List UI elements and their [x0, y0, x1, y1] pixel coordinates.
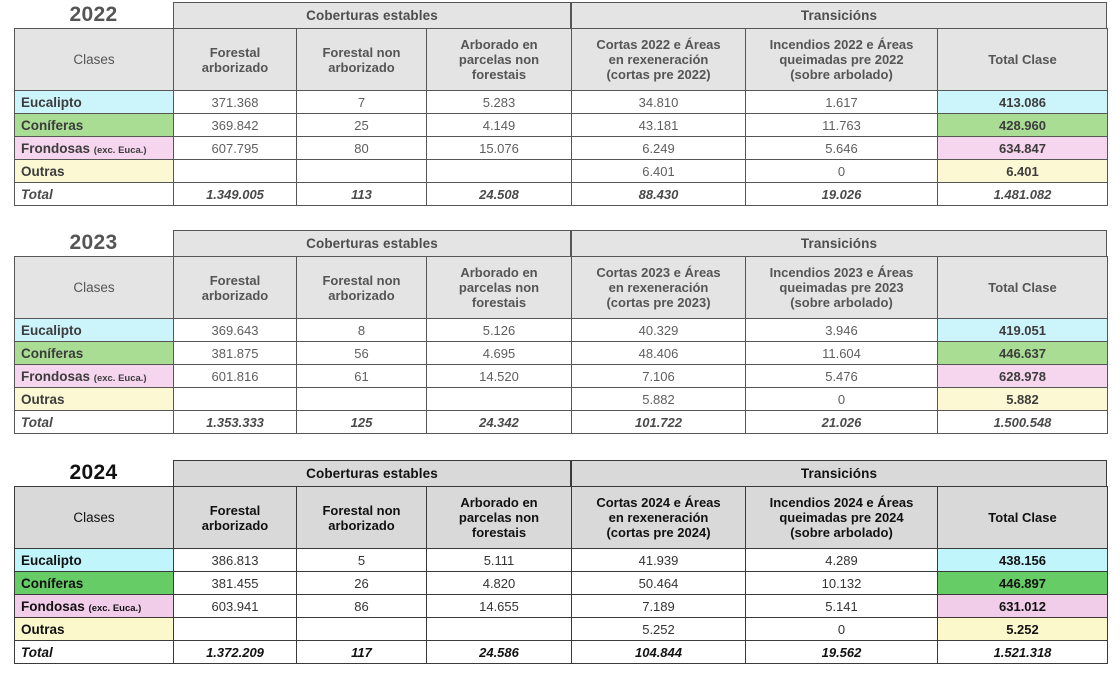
- column-header-0: [15, 29, 174, 91]
- cell-value: [297, 388, 427, 411]
- column-header-line: Forestal non: [322, 272, 401, 288]
- total-row-label: Total: [15, 411, 174, 434]
- column-header-line: Arborado en: [460, 37, 538, 52]
- cell-value: 86: [297, 595, 427, 618]
- table-head: [15, 29, 1108, 91]
- column-header-3: [427, 257, 572, 319]
- column-header-6: [938, 487, 1108, 549]
- row-label-coniferas: [15, 572, 174, 595]
- cell-value: 48.406: [572, 342, 746, 365]
- row-label-outras: [15, 618, 174, 641]
- cell-value: 26: [297, 572, 427, 595]
- column-header-3: [427, 29, 572, 91]
- cell-value: 4.149: [427, 114, 572, 137]
- cell-value: 56: [297, 342, 427, 365]
- row-label-text: Coníferas: [21, 575, 84, 591]
- column-header-line: Arborado en: [460, 495, 538, 510]
- table-row: [15, 137, 1108, 160]
- cell-value: 7.189: [572, 595, 746, 618]
- cell-value: 10.132: [746, 572, 938, 595]
- cell-value: [174, 388, 297, 411]
- total-cell-value: 24.586: [427, 641, 572, 664]
- cell-value: 3.946: [746, 319, 938, 342]
- row-label-frondosas: [15, 595, 174, 618]
- cell-value: 371.368: [174, 91, 297, 114]
- column-header-line: Forestal: [209, 502, 261, 518]
- cell-value: 381.875: [174, 342, 297, 365]
- cell-value: 5: [297, 549, 427, 572]
- total-cell-value: 1.481.082: [938, 183, 1108, 206]
- table-row: [15, 618, 1108, 641]
- cell-value: 607.795: [174, 137, 297, 160]
- column-header-line: forestais: [471, 67, 527, 82]
- total-cell-value: 1.372.209: [174, 641, 297, 664]
- cell-value: 11.763: [746, 114, 938, 137]
- column-header-line: queimadas pre 2024: [779, 510, 904, 525]
- total-row-label: Total: [15, 641, 174, 664]
- column-header-line: (cortas pre 2024): [606, 525, 711, 540]
- table-body: [15, 549, 1108, 664]
- row-label-outras: [15, 388, 174, 411]
- column-header-line: (cortas pre 2022): [606, 67, 711, 82]
- group-header-transicions: Transicións: [571, 2, 1107, 28]
- column-header-line: arborizado: [328, 59, 395, 75]
- column-header-line: queimadas pre 2023: [779, 280, 904, 295]
- header-row: [15, 29, 1108, 91]
- column-header-1: [174, 29, 297, 91]
- row-label-text: Eucalipto: [21, 322, 82, 338]
- column-header-line: Total Clase: [988, 52, 1057, 67]
- row-label-text: Outras: [21, 163, 65, 179]
- column-header-4: [572, 257, 746, 319]
- column-header-line: (sobre arbolado): [790, 525, 893, 540]
- total-cell-value: 88.430: [572, 183, 746, 206]
- table-row: [15, 114, 1108, 137]
- table-row: [15, 319, 1108, 342]
- total-cell-value: 19.026: [746, 183, 938, 206]
- total-cell-value: 113: [297, 183, 427, 206]
- column-header-line: Incendios 2023 e Áreas: [769, 265, 914, 280]
- row-label-coniferas: [15, 342, 174, 365]
- table-total-row: [15, 641, 1108, 664]
- data-table-2024: [14, 486, 1108, 664]
- cell-value: [427, 388, 572, 411]
- row-label-text: Outras: [21, 621, 65, 637]
- column-header-line: Forestal non: [322, 502, 401, 518]
- row-label-note: (exc. Euca.): [93, 372, 147, 384]
- column-header-5: [746, 257, 938, 319]
- table-body: [15, 319, 1108, 434]
- cell-value: 4.289: [746, 549, 938, 572]
- total-cell-value: 1.521.318: [938, 641, 1108, 664]
- column-header-line: Cortas 2023 e Áreas: [596, 265, 721, 280]
- column-header-line: queimadas pre 2022: [779, 52, 904, 67]
- cell-total-clase: 634.847: [938, 137, 1108, 160]
- column-header-line: Arborado en: [460, 265, 538, 280]
- cell-value: 601.816: [174, 365, 297, 388]
- total-cell-value: 24.342: [427, 411, 572, 434]
- row-label-text: Coníferas: [21, 117, 84, 133]
- row-label-text: Frondosas: [21, 368, 91, 384]
- table-head: [15, 257, 1108, 319]
- table-row: [15, 91, 1108, 114]
- row-label-text: Coníferas: [21, 345, 84, 361]
- header-row: [15, 257, 1108, 319]
- row-label-text: Fondosas: [21, 598, 85, 614]
- cell-value: 5.882: [572, 388, 746, 411]
- cell-value: 5.252: [572, 618, 746, 641]
- cell-value: [174, 618, 297, 641]
- column-header-line: en rexeneración: [608, 510, 709, 525]
- cell-value: 4.820: [427, 572, 572, 595]
- cell-value: 6.249: [572, 137, 746, 160]
- cell-value: 80: [297, 137, 427, 160]
- column-header-0: [15, 487, 174, 549]
- row-label-eucalipto: [15, 91, 174, 114]
- row-label-text: Eucalipto: [21, 552, 82, 568]
- table-total-row: [15, 183, 1108, 206]
- cell-value: 5.141: [746, 595, 938, 618]
- row-label-eucalipto: [15, 549, 174, 572]
- cell-value: 25: [297, 114, 427, 137]
- column-header-line: parcelas non: [458, 510, 540, 525]
- cell-total-clase: 413.086: [938, 91, 1108, 114]
- cell-value: 14.520: [427, 365, 572, 388]
- table-row: [15, 342, 1108, 365]
- cell-value: 34.810: [572, 91, 746, 114]
- total-cell-value: 125: [297, 411, 427, 434]
- column-header-5: [746, 487, 938, 549]
- total-cell-value: 117: [297, 641, 427, 664]
- table-title-row-2022: [14, 2, 1107, 28]
- table-row: [15, 549, 1108, 572]
- column-header-line: Total Clase: [988, 280, 1057, 295]
- header-row: [15, 487, 1108, 549]
- cell-value: [427, 160, 572, 183]
- cell-value: 7: [297, 91, 427, 114]
- cell-value: 386.813: [174, 549, 297, 572]
- cell-value: 0: [746, 618, 938, 641]
- column-header-2: [297, 257, 427, 319]
- cell-value: 5.476: [746, 365, 938, 388]
- cell-value: [174, 160, 297, 183]
- group-header-transicions: Transicións: [571, 460, 1107, 486]
- column-header-line: en rexeneración: [608, 280, 709, 295]
- column-header-line: arborizado: [328, 287, 395, 303]
- cell-total-clase: 5.882: [938, 388, 1108, 411]
- cell-total-clase: 446.637: [938, 342, 1108, 365]
- row-label-note: (exc. Euca.): [93, 144, 147, 156]
- column-header-line: parcelas non: [458, 280, 540, 295]
- cell-value: 15.076: [427, 137, 572, 160]
- column-header-line: Incendios 2024 e Áreas: [769, 495, 914, 510]
- column-header-6: [938, 29, 1108, 91]
- forest-cover-tables-page: [0, 2, 1120, 674]
- column-header-line: Forestal: [209, 272, 261, 288]
- cell-value: 7.106: [572, 365, 746, 388]
- column-header-line: arborizado: [328, 517, 395, 533]
- data-table-2023: [14, 256, 1108, 434]
- column-header-5: [746, 29, 938, 91]
- total-cell-value: 1.349.005: [174, 183, 297, 206]
- cell-value: 369.643: [174, 319, 297, 342]
- total-cell-value: 1.500.548: [938, 411, 1108, 434]
- cell-value: 5.126: [427, 319, 572, 342]
- cell-total-clase: 428.960: [938, 114, 1108, 137]
- column-header-2: [297, 29, 427, 91]
- cell-value: 603.941: [174, 595, 297, 618]
- table-row: [15, 572, 1108, 595]
- table-title-row-2023: [14, 230, 1107, 256]
- cell-value: 0: [746, 388, 938, 411]
- row-label-outras: [15, 160, 174, 183]
- cell-value: 40.329: [572, 319, 746, 342]
- column-header-line: Clases: [73, 52, 115, 67]
- column-header-line: Forestal non: [322, 44, 401, 60]
- column-header-1: [174, 487, 297, 549]
- column-header-0: [15, 257, 174, 319]
- cell-total-clase: 419.051: [938, 319, 1108, 342]
- year-title: 2022: [69, 3, 118, 26]
- column-header-line: forestais: [471, 525, 527, 540]
- total-cell-value: 104.844: [572, 641, 746, 664]
- row-label-frondosas: [15, 137, 174, 160]
- row-label-text: Frondosas: [21, 140, 91, 156]
- cell-value: 1.617: [746, 91, 938, 114]
- column-header-line: (cortas pre 2023): [606, 295, 711, 310]
- table-row: [15, 595, 1108, 618]
- cell-value: 43.181: [572, 114, 746, 137]
- cell-value: 14.655: [427, 595, 572, 618]
- cell-value: 8: [297, 319, 427, 342]
- column-header-2: [297, 487, 427, 549]
- total-cell-value: 21.026: [746, 411, 938, 434]
- cell-value: 41.939: [572, 549, 746, 572]
- group-header-coberturas-estables: Coberturas estables: [173, 230, 571, 256]
- cell-value: [297, 618, 427, 641]
- row-label-coniferas: [15, 114, 174, 137]
- year-title: 2023: [69, 231, 118, 254]
- cell-value: 5.646: [746, 137, 938, 160]
- cell-value: 4.695: [427, 342, 572, 365]
- column-header-line: en rexeneración: [608, 52, 709, 67]
- column-header-4: [572, 29, 746, 91]
- column-header-4: [572, 487, 746, 549]
- cell-value: 5.111: [427, 549, 572, 572]
- year-title: 2024: [69, 461, 118, 484]
- cell-total-clase: 628.978: [938, 365, 1108, 388]
- table-row: [15, 160, 1108, 183]
- cell-total-clase: 631.012: [938, 595, 1108, 618]
- table-row: [15, 388, 1108, 411]
- total-row-label: Total: [15, 183, 174, 206]
- column-header-line: Clases: [73, 280, 115, 295]
- table-title-row-2024: [14, 460, 1107, 486]
- table-head: [15, 487, 1108, 549]
- data-table-2022: [14, 28, 1108, 206]
- total-cell-value: 19.562: [746, 641, 938, 664]
- table-body: [15, 91, 1108, 206]
- cell-value: [297, 160, 427, 183]
- cell-value: 61: [297, 365, 427, 388]
- row-label-eucalipto: [15, 319, 174, 342]
- column-header-line: (sobre arbolado): [790, 295, 893, 310]
- column-header-line: arborizado: [201, 287, 269, 303]
- column-header-line: forestais: [471, 295, 527, 310]
- table-total-row: [15, 411, 1108, 434]
- cell-total-clase: 446.897: [938, 572, 1108, 595]
- cell-value: [427, 618, 572, 641]
- total-cell-value: 101.722: [572, 411, 746, 434]
- column-header-6: [938, 257, 1108, 319]
- column-header-line: Forestal: [209, 44, 261, 60]
- row-label-text: Outras: [21, 391, 65, 407]
- cell-value: 0: [746, 160, 938, 183]
- row-label-frondosas: [15, 365, 174, 388]
- table-row: [15, 365, 1108, 388]
- cell-total-clase: 6.401: [938, 160, 1108, 183]
- total-cell-value: 1.353.333: [174, 411, 297, 434]
- table-block-2024: [14, 460, 1107, 664]
- table-block-2023: [14, 230, 1107, 434]
- column-header-line: Cortas 2022 e Áreas: [596, 37, 721, 52]
- cell-value: 50.464: [572, 572, 746, 595]
- group-header-transicions: Transicións: [571, 230, 1107, 256]
- cell-total-clase: 438.156: [938, 549, 1108, 572]
- column-header-line: Incendios 2022 e Áreas: [769, 37, 914, 52]
- cell-value: 6.401: [572, 160, 746, 183]
- column-header-line: Clases: [73, 510, 115, 525]
- column-header-3: [427, 487, 572, 549]
- total-cell-value: 24.508: [427, 183, 572, 206]
- group-header-coberturas-estables: Coberturas estables: [173, 2, 571, 28]
- column-header-line: Total Clase: [988, 510, 1057, 525]
- cell-total-clase: 5.252: [938, 618, 1108, 641]
- cell-value: 5.283: [427, 91, 572, 114]
- row-label-note: (exc. Euca.): [88, 602, 142, 614]
- column-header-line: (sobre arbolado): [790, 67, 893, 82]
- cell-value: 369.842: [174, 114, 297, 137]
- table-block-2022: [14, 2, 1107, 206]
- row-label-text: Eucalipto: [21, 94, 82, 110]
- column-header-1: [174, 257, 297, 319]
- column-header-line: arborizado: [201, 59, 269, 75]
- column-header-line: parcelas non: [458, 52, 540, 67]
- group-header-coberturas-estables: Coberturas estables: [173, 460, 571, 486]
- cell-value: 381.455: [174, 572, 297, 595]
- column-header-line: arborizado: [201, 517, 269, 533]
- column-header-line: Cortas 2024 e Áreas: [596, 495, 721, 510]
- cell-value: 11.604: [746, 342, 938, 365]
